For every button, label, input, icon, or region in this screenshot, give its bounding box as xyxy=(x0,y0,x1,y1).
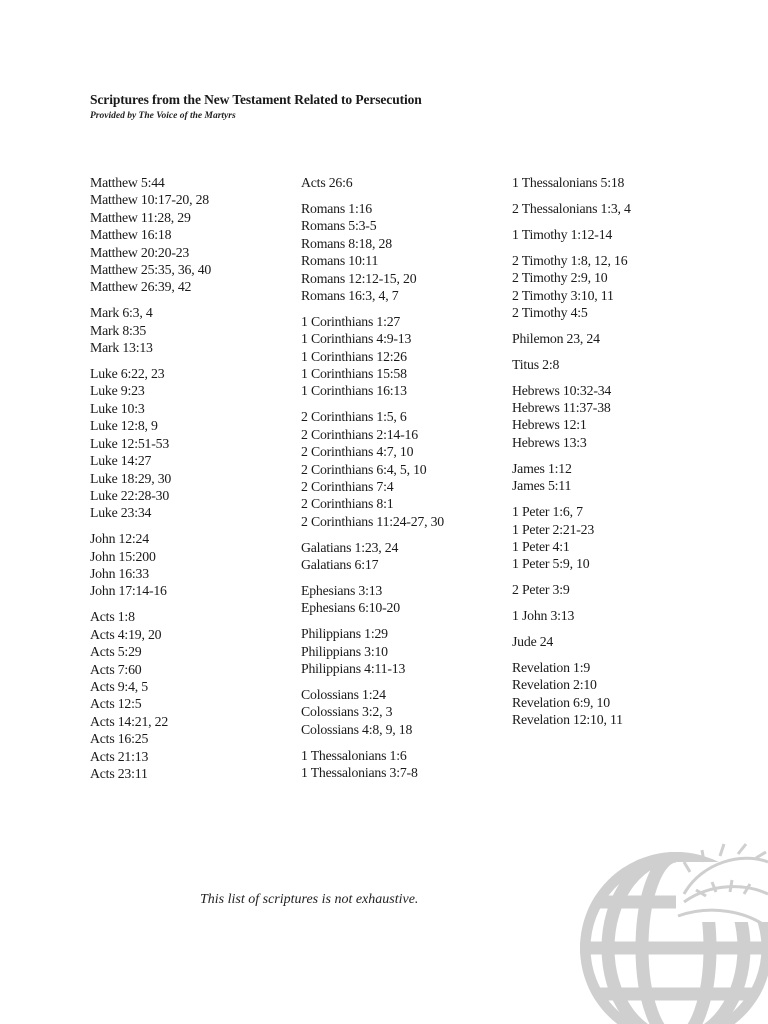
scripture-group xyxy=(301,200,501,304)
scripture-reference: Philippians 1:29 xyxy=(301,626,388,642)
scripture-group xyxy=(301,313,501,400)
scripture-reference: Matthew 10:17-20, 28 xyxy=(90,192,210,208)
scripture-reference: Revelation 12:10, 11 xyxy=(512,712,623,728)
scripture-reference: 2 Corinthians 7:4 xyxy=(301,479,394,494)
scripture-reference: Luke 10:3 xyxy=(90,400,145,416)
scripture-reference: 1 Peter 5:9, 10 xyxy=(512,556,590,572)
scripture-group xyxy=(512,174,712,191)
scripture-reference: 2 Corinthians 11:24-27, 30 xyxy=(301,513,444,529)
scripture-reference: Mark 6:3, 4 xyxy=(90,305,153,321)
scripture-reference: 1 Peter 1:6, 7 xyxy=(512,504,583,520)
scripture-reference: Revelation 2:10 xyxy=(512,677,597,693)
scripture-group xyxy=(90,530,290,600)
scripture-group xyxy=(90,365,290,522)
scripture-group xyxy=(90,174,290,296)
scripture-reference: Revelation 1:9 xyxy=(512,659,591,675)
scripture-reference: Acts 4:19, 20 xyxy=(90,626,162,642)
scripture-reference: Hebrews 10:32-34 xyxy=(512,382,612,398)
scripture-reference: Acts 7:60 xyxy=(90,661,142,677)
scripture-group xyxy=(512,633,712,650)
scripture-reference: 2 Peter 3:9 xyxy=(512,582,570,598)
scripture-reference: Galatians 1:23, 24 xyxy=(301,539,399,555)
scripture-reference: 1 Peter 4:1 xyxy=(512,538,570,554)
scripture-reference: Acts 9:4, 5 xyxy=(90,678,148,694)
scripture-reference: John 15:200 xyxy=(90,548,156,564)
scripture-group xyxy=(512,607,712,624)
scripture-reference: Mark 8:35 xyxy=(90,322,147,338)
scripture-reference: Luke 23:34 xyxy=(90,505,152,521)
scripture-group xyxy=(301,747,501,782)
scripture-group xyxy=(512,382,712,452)
scripture-reference: Revelation 6:9, 10 xyxy=(512,694,610,710)
scripture-reference: 1 John 3:13 xyxy=(512,608,575,624)
scripture-reference: 2 Timothy 2:9, 10 xyxy=(512,270,608,286)
scripture-reference: Luke 9:23 xyxy=(90,383,145,399)
scripture-reference: 2 Corinthians 2:14-16 xyxy=(301,426,418,442)
scripture-reference: 1 Corinthians 16:13 xyxy=(301,383,407,399)
scripture-reference: Luke 12:8, 9 xyxy=(90,418,158,434)
scripture-reference: Titus 2:8 xyxy=(512,356,560,372)
scripture-reference: Acts 12:5 xyxy=(90,696,142,712)
scripture-reference: Matthew 5:44 xyxy=(90,175,165,190)
scripture-reference: Acts 21:13 xyxy=(90,748,149,764)
scripture-reference: 1 Thessalonians 5:18 xyxy=(512,175,625,190)
scripture-reference: James 5:11 xyxy=(512,478,572,494)
scripture-reference: 2 Timothy 4:5 xyxy=(512,304,588,320)
scripture-reference: Luke 14:27 xyxy=(90,453,152,469)
scripture-group xyxy=(512,226,712,243)
scripture-reference: Romans 5:3-5 xyxy=(301,218,377,234)
scripture-reference: Colossians 1:24 xyxy=(301,687,386,703)
scripture-reference: Romans 1:16 xyxy=(301,200,373,216)
scripture-reference: Luke 18:29, 30 xyxy=(90,470,172,486)
scripture-reference: John 12:24 xyxy=(90,531,149,547)
scripture-column-2 xyxy=(301,174,501,790)
scripture-group xyxy=(512,356,712,373)
scripture-group xyxy=(512,330,712,347)
scripture-reference: John 17:14-16 xyxy=(90,583,167,599)
scripture-reference: Luke 6:22, 23 xyxy=(90,366,165,382)
scripture-reference: Matthew 16:18 xyxy=(90,227,172,243)
scripture-group xyxy=(512,581,712,598)
scripture-reference: 2 Timothy 1:8, 12, 16 xyxy=(512,252,628,268)
scripture-reference: 2 Corinthians 4:7, 10 xyxy=(301,444,414,460)
scripture-reference: Hebrews 11:37-38 xyxy=(512,400,611,416)
scripture-reference: Galatians 6:17 xyxy=(301,557,379,573)
scripture-reference: Acts 26:6 xyxy=(301,175,353,190)
scripture-reference: Matthew 25:35, 36, 40 xyxy=(90,262,212,278)
scripture-reference: 2 Timothy 3:10, 11 xyxy=(512,287,614,303)
scripture-reference: 1 Corinthians 4:9-13 xyxy=(301,331,412,347)
scripture-reference: John 16:33 xyxy=(90,566,149,582)
scripture-reference: Acts 23:11 xyxy=(90,766,148,781)
scripture-reference: Ephesians 3:13 xyxy=(301,583,383,599)
scripture-reference: Luke 12:51-53 xyxy=(90,435,170,451)
scripture-reference: 2 Thessalonians 1:3, 4 xyxy=(512,200,631,216)
scripture-reference: Acts 14:21, 22 xyxy=(90,713,169,729)
scripture-reference: Acts 1:8 xyxy=(90,609,135,625)
scripture-reference: Acts 5:29 xyxy=(90,644,142,660)
scripture-reference: 2 Corinthians 8:1 xyxy=(301,496,394,512)
scripture-reference: Colossians 3:2, 3 xyxy=(301,704,393,720)
scripture-group xyxy=(512,252,712,322)
scripture-reference: Romans 16:3, 4, 7 xyxy=(301,287,399,303)
scripture-reference: Romans 10:11 xyxy=(301,253,379,269)
scripture-column-1 xyxy=(90,174,290,791)
scripture-group xyxy=(512,659,712,729)
document-title: Scriptures from the New Testament Related to Persecution xyxy=(90,92,422,107)
scripture-group xyxy=(512,503,712,573)
scripture-reference: James 1:12 xyxy=(512,460,572,476)
scripture-reference: Matthew 11:28, 29 xyxy=(90,209,191,225)
scripture-reference: 1 Thessalonians 3:7-8 xyxy=(301,765,418,781)
scripture-reference: Colossians 4:8, 9, 18 xyxy=(301,721,413,737)
scripture-reference: Philippians 3:10 xyxy=(301,643,388,659)
scripture-group xyxy=(301,686,501,738)
scripture-group xyxy=(301,408,501,530)
scripture-reference: Mark 13:13 xyxy=(90,340,153,356)
scripture-reference: 1 Corinthians 15:58 xyxy=(301,366,407,382)
scripture-group xyxy=(301,174,501,191)
scripture-reference: Matthew 20:20-23 xyxy=(90,244,190,260)
scripture-reference: Matthew 26:39, 42 xyxy=(90,279,192,295)
globe-crown-of-thorns-icon xyxy=(572,832,768,1024)
scripture-reference: Hebrews 13:3 xyxy=(512,434,587,450)
scripture-group xyxy=(301,582,501,617)
scripture-reference: Ephesians 6:10-20 xyxy=(301,600,400,616)
scripture-reference: 1 Corinthians 1:27 xyxy=(301,313,401,329)
scripture-reference: 2 Corinthians 1:5, 6 xyxy=(301,409,407,425)
scripture-reference: Philippians 4:11-13 xyxy=(301,661,406,677)
scripture-reference: Philemon 23, 24 xyxy=(512,330,600,346)
scripture-reference: Romans 12:12-15, 20 xyxy=(301,270,417,286)
scripture-reference: Romans 8:18, 28 xyxy=(301,235,392,251)
scripture-reference: 1 Thessalonians 1:6 xyxy=(301,747,407,763)
scripture-reference: 1 Peter 2:21-23 xyxy=(512,521,595,537)
scripture-group xyxy=(512,460,712,495)
scripture-reference: Hebrews 12:1 xyxy=(512,417,587,433)
scripture-group xyxy=(301,539,501,574)
scripture-reference: Luke 22:28-30 xyxy=(90,487,170,503)
footer-note: This list of scriptures is not exhaustive. xyxy=(200,892,419,907)
scripture-group xyxy=(512,200,712,217)
scripture-group xyxy=(301,625,501,677)
document-subtitle: Provided by The Voice of the Martyrs xyxy=(90,111,236,121)
scripture-group xyxy=(90,608,290,782)
scripture-group xyxy=(90,304,290,356)
scripture-reference: 1 Corinthians 12:26 xyxy=(301,348,407,364)
scripture-column-3 xyxy=(512,174,712,737)
scripture-reference: Acts 16:25 xyxy=(90,731,149,747)
scripture-reference: 2 Corinthians 6:4, 5, 10 xyxy=(301,461,427,477)
scripture-reference: 1 Timothy 1:12-14 xyxy=(512,226,613,242)
scripture-reference: Jude 24 xyxy=(512,634,554,650)
